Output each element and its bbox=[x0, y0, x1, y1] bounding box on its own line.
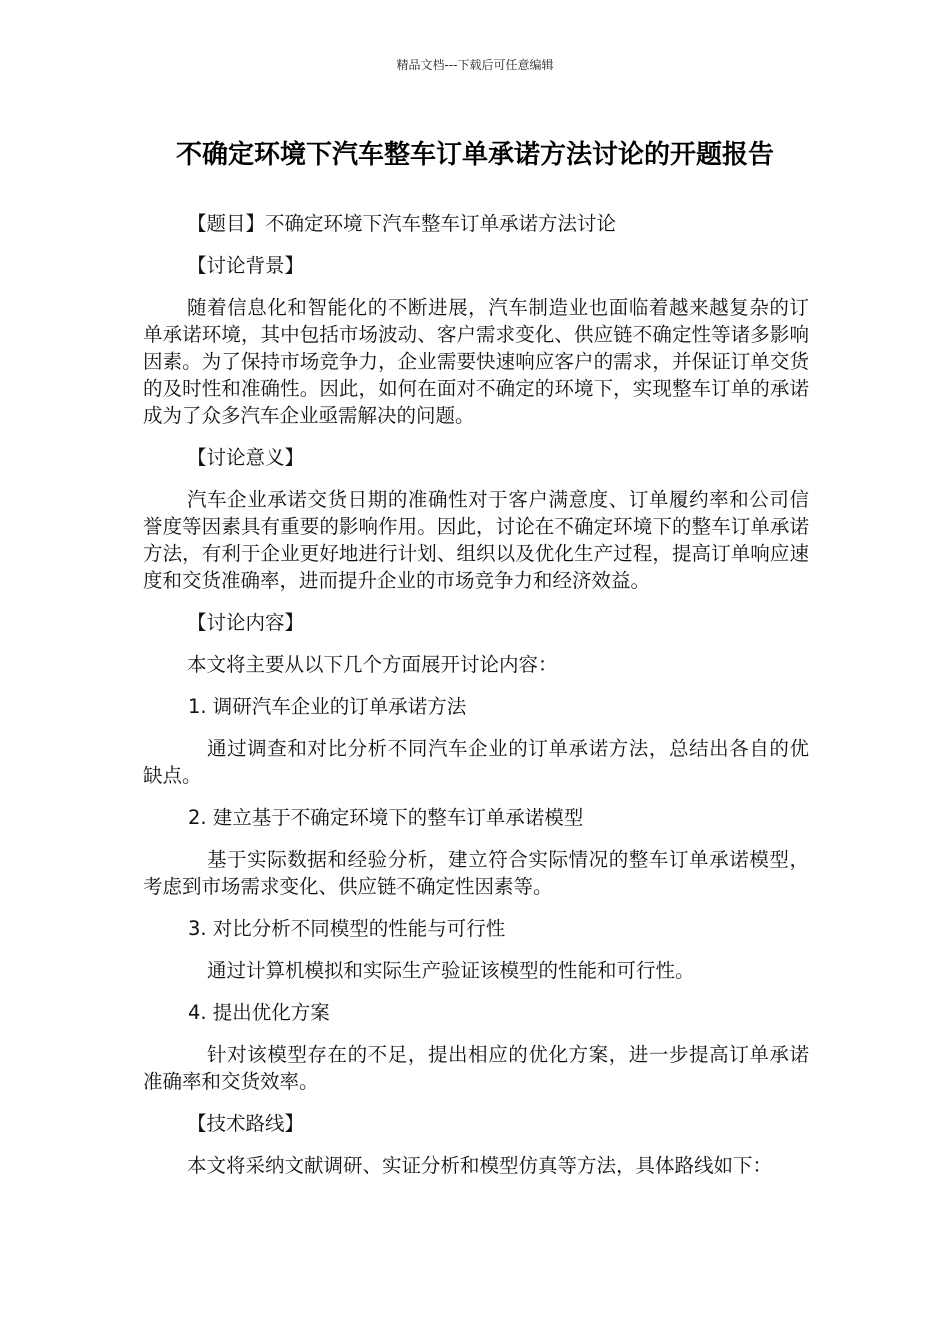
content-item-title: 2. 建立基于不确定环境下的整车订单承诺模型 bbox=[188, 806, 584, 829]
content-item-desc: 通过调查和对比分析不同汽车企业的订单承诺方法，总结出各自的优缺点。 bbox=[143, 737, 809, 787]
topic-line: 【题目】不确定环境下汽车整车订单承诺方法讨论 bbox=[187, 212, 617, 235]
header-note: 精品文档---下载后可任意编辑 bbox=[396, 58, 554, 72]
content-heading: 【讨论内容】 bbox=[187, 611, 305, 634]
content-item-desc: 针对该模型存在的不足，提出相应的优化方案，进一步提高订单承诺准确率和交货效率。 bbox=[143, 1043, 809, 1093]
significance-heading: 【讨论意义】 bbox=[187, 446, 305, 469]
document-title: 不确定环境下汽车整车订单承诺方法讨论的开题报告 bbox=[175, 140, 774, 170]
content-item-desc: 通过计算机模拟和实际生产验证该模型的性能和可行性。 bbox=[207, 959, 695, 982]
background-paragraph: 随着信息化和智能化的不断进展，汽车制造业也面临着越来越复杂的订单承诺环境，其中包括市场波动、客户需求变化、供应链不确定性等诸多影响因素。为了保持市场竞争力，企业需要快速响应客户的需求，并保证订单交货的及时性和准确性。因此，如何在面对不确定的环境下，实现整车订单的承诺成为了众多汽车企业亟需解决的问题。 bbox=[143, 296, 809, 427]
technical-route-paragraph: 本文将采纳文献调研、实证分析和模型仿真等方法，具体路线如下： bbox=[187, 1154, 773, 1177]
technical-route-heading: 【技术路线】 bbox=[187, 1112, 305, 1135]
background-heading: 【讨论背景】 bbox=[187, 254, 305, 277]
content-item-title: 3. 对比分析不同模型的性能与可行性 bbox=[188, 917, 506, 940]
document-body bbox=[143, 210, 809, 1194]
significance-paragraph: 汽车企业承诺交货日期的准确性对于客户满意度、订单履约率和公司信誉度等因素具有重要的影响作用。因此，讨论在不确定环境下的整车订单承诺方法，有利于企业更好地进行计划、组织以及优化生产过程，提高订单响应速度和交货准确率，进而提升企业的市场竞争力和经济效益。 bbox=[143, 488, 809, 592]
content-item-title: 4. 提出优化方案 bbox=[188, 1001, 330, 1024]
content-intro: 本文将主要从以下几个方面展开讨论内容： bbox=[187, 653, 558, 676]
content-item-desc: 基于实际数据和经验分析，建立符合实际情况的整车订单承诺模型，考虑到市场需求变化、供应链不确定性因素等。 bbox=[143, 848, 809, 898]
content-item-title: 1. 调研汽车企业的订单承诺方法 bbox=[188, 695, 467, 718]
